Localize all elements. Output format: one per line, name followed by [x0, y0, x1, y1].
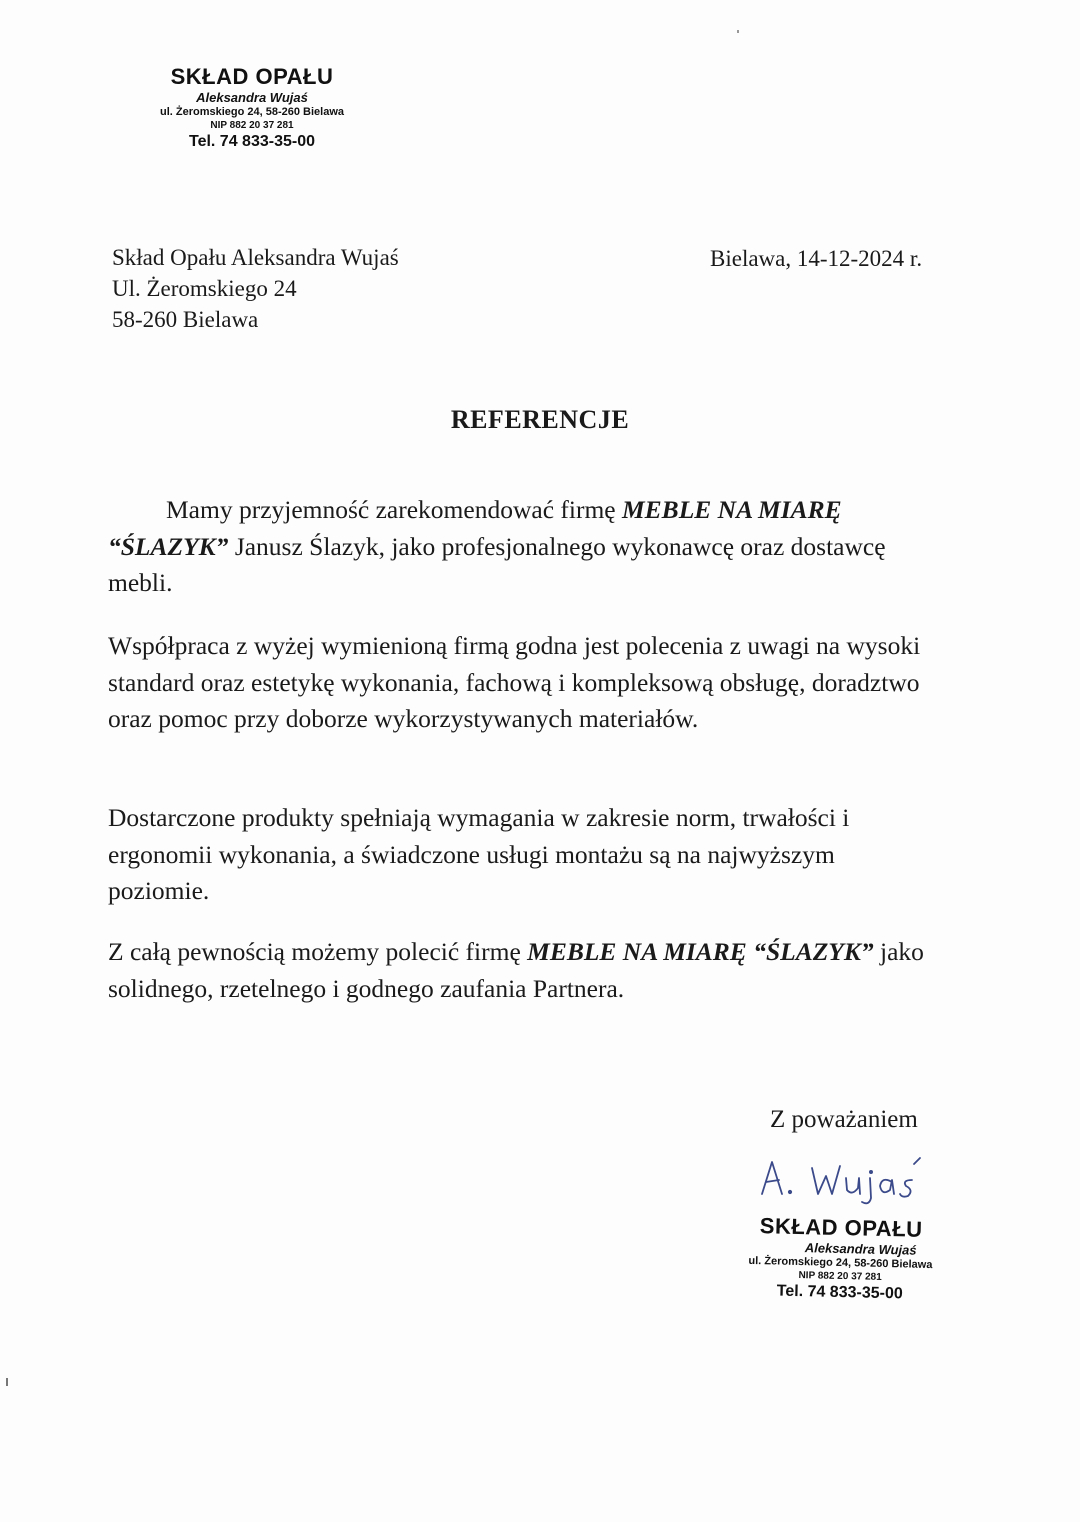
- paragraph-4-company-name: MEBLE NA MIARĘ “ŚLAZYK”: [527, 937, 874, 966]
- paragraph-1-indent: [108, 495, 166, 524]
- stamp-nip: NIP 882 20 37 281: [210, 120, 294, 131]
- stamp-address: ul. Żeromskiego 24, 58-260 Bielawa: [159, 106, 345, 118]
- letter-heading: REFERENCJE: [450, 405, 630, 434]
- paragraph-4-text-a: Z całą pewnością możemy polecić firmę: [108, 937, 528, 966]
- letter-date: Bielawa, 14-12-2024 r.: [710, 246, 923, 271]
- scan-mark: [6, 1378, 8, 1386]
- stamp-bottom-address: ul. Żeromskiego 24, 58-260 Bielawa: [748, 1254, 933, 1272]
- sender-line-3: 58-260 Bielawa: [112, 307, 259, 332]
- paragraph-4: [108, 934, 938, 1007]
- paragraph-1-company-name: MEBLE NA MIARĘ “ŚLAZYK”: [108, 495, 842, 561]
- paragraph-4-text-b: jako solidnego, rzetelnego i godnego zaufania Partnera.: [108, 937, 924, 1003]
- company-stamp-bottom: [717, 1212, 964, 1306]
- paragraph-2: Współpraca z wyżej wymienioną firmą godna jest polecenia z uwagi na wysoki standard oraz estetykę wykonania, fachową i kompleksową obsługę, doradztwo oraz pomoc przy doborze wykorzystywanych materiałów.: [108, 631, 921, 733]
- handwritten-signature: [752, 1150, 952, 1210]
- scan-mark-top: [737, 30, 739, 33]
- paragraph-3: Dostarczone produkty spełniają wymagania w zakresie norm, trwałości i ergonomii wykonania, a świadczone usługi montażu są na najwyższym poziomie.: [108, 803, 850, 905]
- stamp-bottom-tel: Tel. 74 833-35-00: [776, 1282, 903, 1303]
- paragraph-1-text-b: Janusz Ślazyk, jako profesjonalnego wykonawcę oraz dostawcę mebli.: [108, 531, 886, 597]
- paragraph-1: [108, 492, 938, 602]
- stamp-title: SKŁAD OPAŁU: [170, 64, 334, 89]
- sender-line-1: Skład Opału Aleksandra Wujaś: [112, 245, 399, 270]
- sender-address: [112, 242, 399, 335]
- sender-line-2: Ul. Żeromskiego 24: [112, 276, 297, 301]
- stamp-bottom-owner: Aleksandra Wujaś: [804, 1240, 917, 1258]
- stamp-owner: Aleksandra Wujaś: [196, 90, 308, 105]
- paragraph-1-text-a: Mamy przyjemność zarekomendować firmę: [166, 495, 622, 524]
- closing-phrase: Z poważaniem: [770, 1106, 918, 1133]
- stamp-tel: Tel. 74 833-35-00: [188, 133, 315, 150]
- company-stamp-top: [132, 64, 372, 152]
- stamp-bottom-title: SKŁAD OPAŁU: [759, 1213, 923, 1242]
- stamp-bottom-nip: NIP 882 20 37 281: [798, 1270, 882, 1283]
